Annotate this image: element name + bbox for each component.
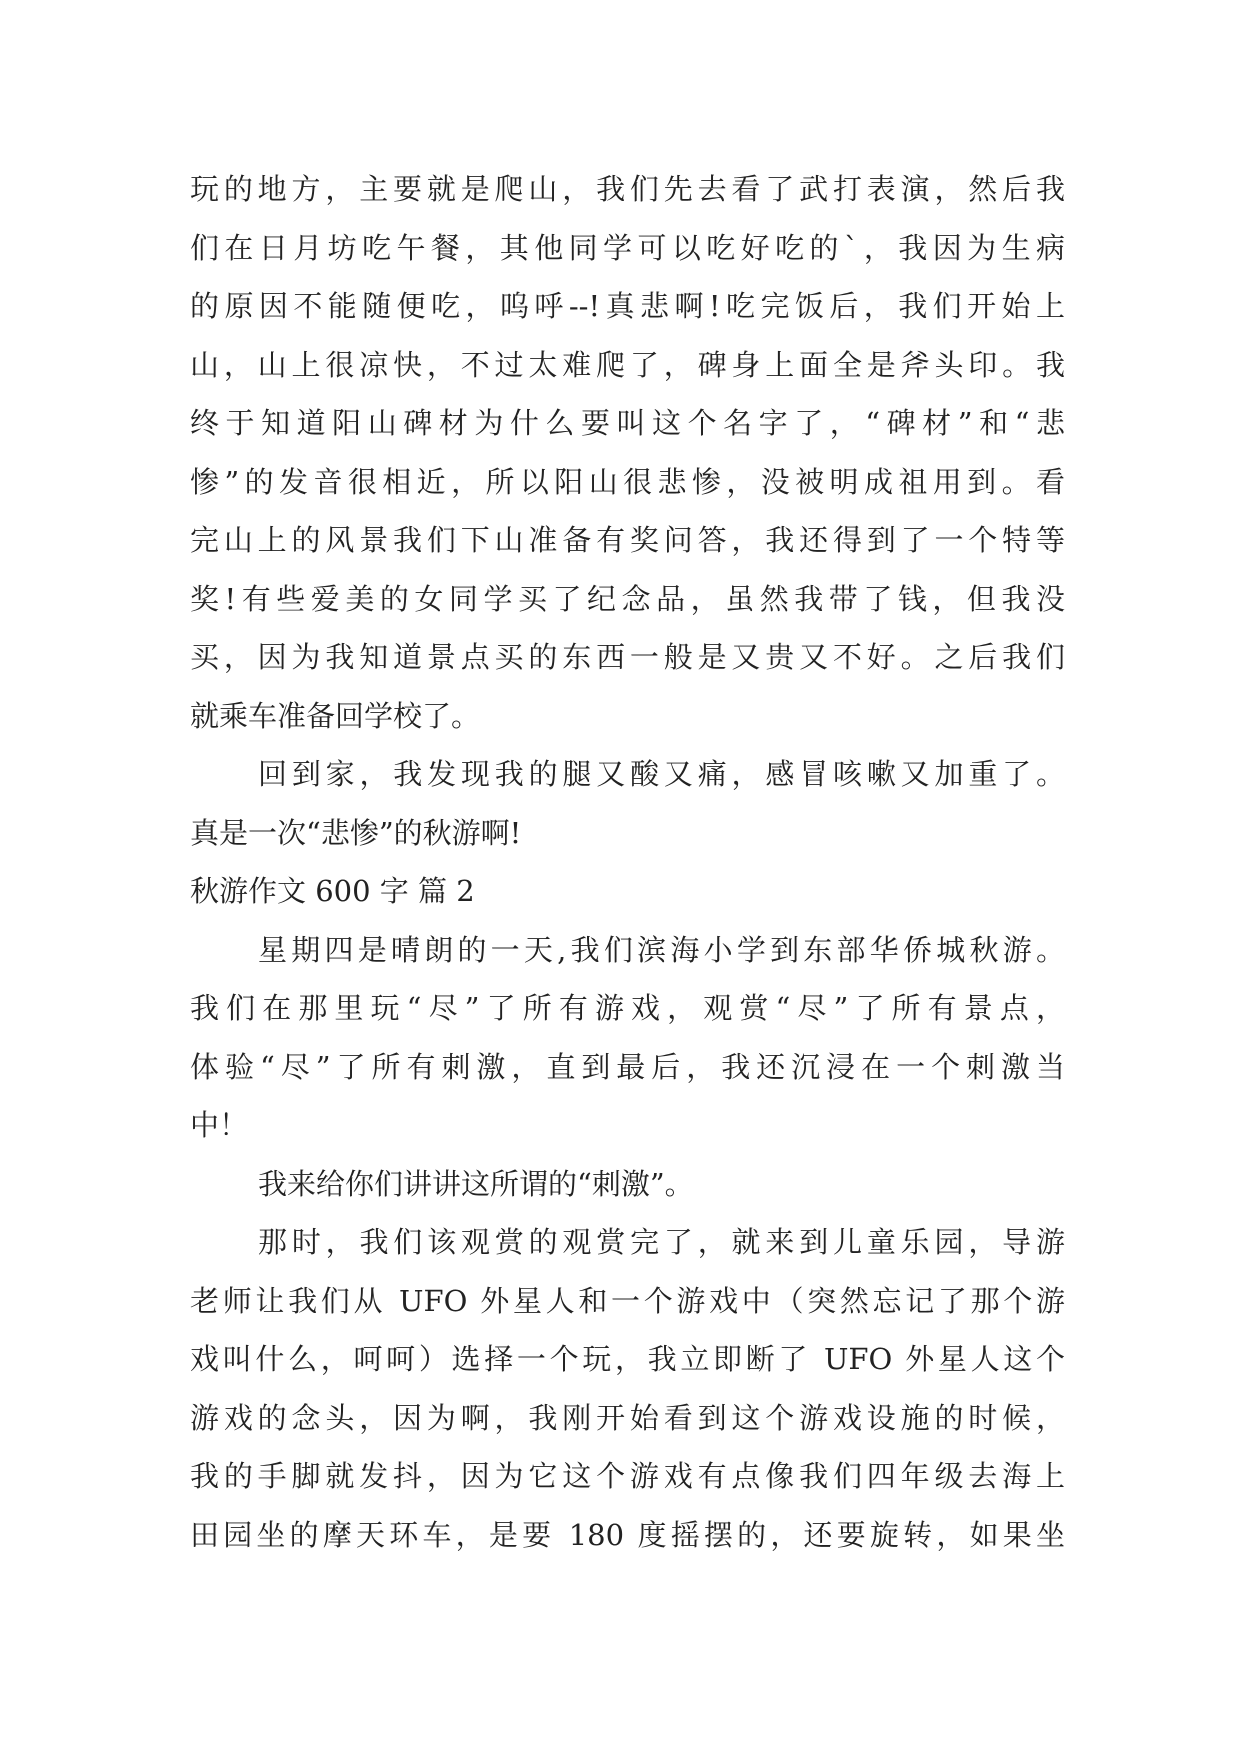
text-line: 戏叫什么，呵呵）选择一个玩，我立即断了 UFO 外星人这个: [190, 1342, 1065, 1376]
text-line: 山，山上很凉快，不过太难爬了，碑身上面全是斧头印。我: [190, 347, 1065, 382]
text-line: 玩的地方，主要就是爬山，我们先去看了武打表演，然后我: [190, 172, 1065, 206]
text-line: 买，因为我知道景点买的东西一般是又贵又不好。之后我们: [190, 640, 1065, 674]
text-line: 奖!有些爱美的女同学买了纪念品，虽然我带了钱，但我没: [190, 581, 1065, 616]
text-line: 中！: [190, 1108, 249, 1142]
text-line: 田园坐的摩天环车，是要 180 度摇摆的，还要旋转，如果坐: [190, 1517, 1065, 1552]
text-line: 老师让我们从 UFO 外星人和一个游戏中（突然忘记了那个游: [190, 1283, 1065, 1318]
text-line: 体验“尽”了所有刺激，直到最后，我还沉浸在一个刺激当: [190, 1049, 1065, 1084]
text-line: 惨”的发音很相近，所以阳山很悲惨，没被明成祖用到。看: [190, 464, 1065, 499]
paragraph-first-line: 我来给你们讲讲这所谓的“刺激”。: [258, 1166, 694, 1201]
text-line: 们在日月坊吃午餐，其他同学可以吃好吃的`，我因为生病: [190, 230, 1065, 265]
text-line: 我的手脚就发抖，因为它这个游戏有点像我们四年级去海上: [190, 1459, 1065, 1493]
text-line: 我们在那里玩“尽”了所有游戏，观赏“尽”了所有景点，: [190, 991, 1065, 1025]
text-line: 终于知道阳山碑材为什么要叫这个名字了，“碑材”和“悲: [190, 406, 1065, 440]
text-line: 游戏的念头，因为啊，我刚开始看到这个游戏设施的时候，: [190, 1400, 1065, 1435]
paragraph-first-line: 那时，我们该观赏的观赏完了，就来到儿童乐园，导游: [258, 1225, 1065, 1259]
paragraph-first-line: 回到家，我发现我的腿又酸又痛，感冒咳嗽又加重了。: [258, 757, 1065, 791]
section-heading: 秋游作文 600 字 篇 2: [190, 874, 475, 908]
document-body: [190, 160, 1065, 1564]
text-line: 就乘车准备回学校了。: [190, 698, 481, 733]
text-line: 的原因不能随便吃，呜呼--!真悲啊!吃完饭后，我们开始上: [190, 289, 1065, 323]
text-line: 完山上的风景我们下山准备有奖问答，我还得到了一个特等: [190, 523, 1065, 557]
text-line: 真是一次“悲惨”的秋游啊!: [190, 815, 522, 850]
paragraph-first-line: 星期四是晴朗的一天,我们滨海小学到东部华侨城秋游。: [258, 932, 1065, 967]
